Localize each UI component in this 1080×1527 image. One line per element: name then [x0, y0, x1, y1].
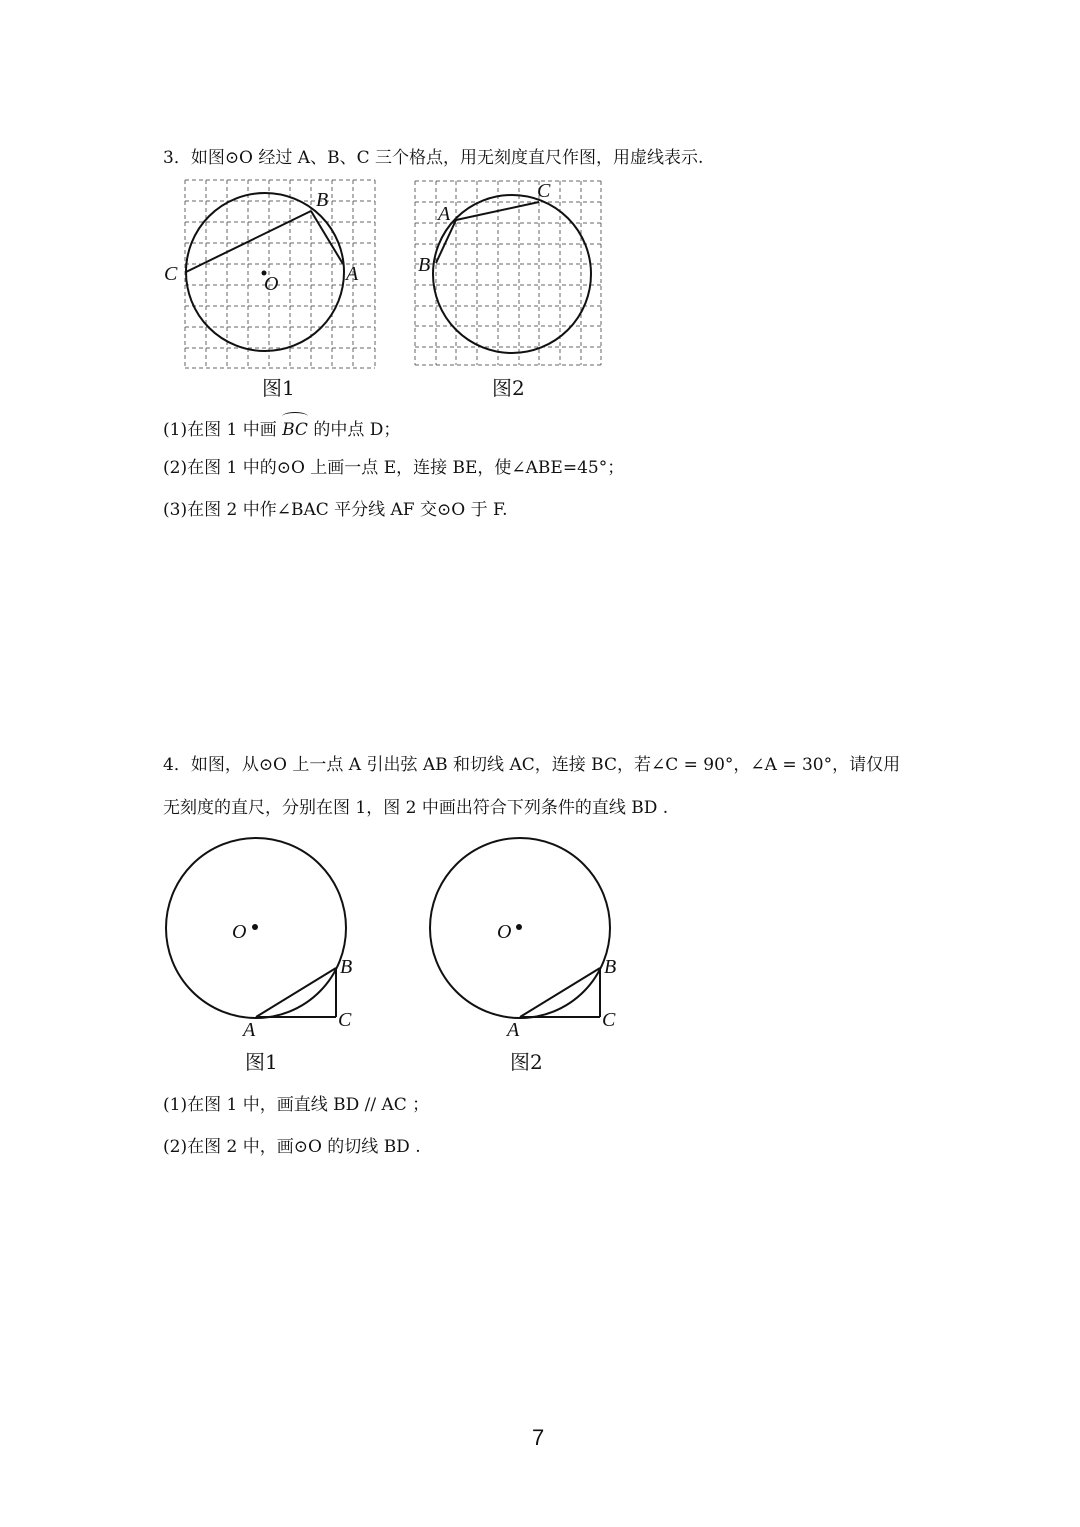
arc-mark	[282, 412, 308, 421]
label-b2: B	[418, 254, 431, 276]
problem4-fig2-caption: 图2	[510, 1050, 543, 1074]
problem3-q3: (3)在图 2 中作∠BAC 平分线 AF 交⊙O 于 F.	[163, 500, 508, 520]
problem3-figure2	[405, 175, 615, 375]
label-o: O	[232, 921, 247, 943]
center-point-o	[516, 924, 522, 930]
label-o: O	[497, 921, 512, 943]
problem4-q2: (2)在图 2 中，画⊙O 的切线 BD .	[163, 1137, 421, 1157]
label-a: A	[346, 263, 359, 285]
label-b: B	[604, 956, 617, 978]
problem4-figure2	[415, 835, 645, 1045]
label-c: C	[338, 1009, 352, 1031]
label-c2: C	[537, 180, 551, 202]
chord-ba	[311, 211, 343, 264]
label-a2: A	[438, 203, 451, 225]
center-point-o	[252, 924, 258, 930]
problem4-figure1	[150, 835, 380, 1045]
problem3-figure1	[150, 175, 390, 375]
label-o: O	[264, 273, 279, 295]
problem3-fig1-caption: 图1	[262, 376, 295, 400]
page-number: 7	[532, 1425, 545, 1450]
problem3-q1: (1)在图 1 中画 BC 的中点 D；	[163, 414, 400, 442]
problem4-stem-line1: 4．如图，从⊙O 上一点 A 引出弦 AB 和切线 AC，连接 BC，若∠C = 90°，∠A = 30°，请仅用	[163, 755, 901, 775]
problem4-stem-line2: 无刻度的直尺，分别在图 1，图 2 中画出符合下列条件的直线 BD .	[163, 798, 669, 818]
label-c: C	[602, 1009, 616, 1031]
label-c: C	[164, 263, 178, 285]
problem3-fig2-caption: 图2	[492, 376, 525, 400]
problem4-fig1-caption: 图1	[245, 1050, 278, 1074]
label-b: B	[340, 956, 353, 978]
arc-bc: BC	[282, 414, 308, 442]
problem4-q1: (1)在图 1 中，画直线 BD // AC ；	[163, 1095, 430, 1115]
label-a: A	[507, 1019, 520, 1041]
label-b: B	[316, 189, 329, 211]
problem3-stem: 3．如图⊙O 经过 A、B、C 三个格点，用无刻度直尺作图，用虚线表示.	[163, 148, 704, 168]
problem3-q2: (2)在图 1 中的⊙O 上画一点 E，连接 BE，使∠ABE=45°；	[163, 458, 625, 478]
label-a: A	[243, 1019, 256, 1041]
circle-o2	[433, 195, 591, 353]
